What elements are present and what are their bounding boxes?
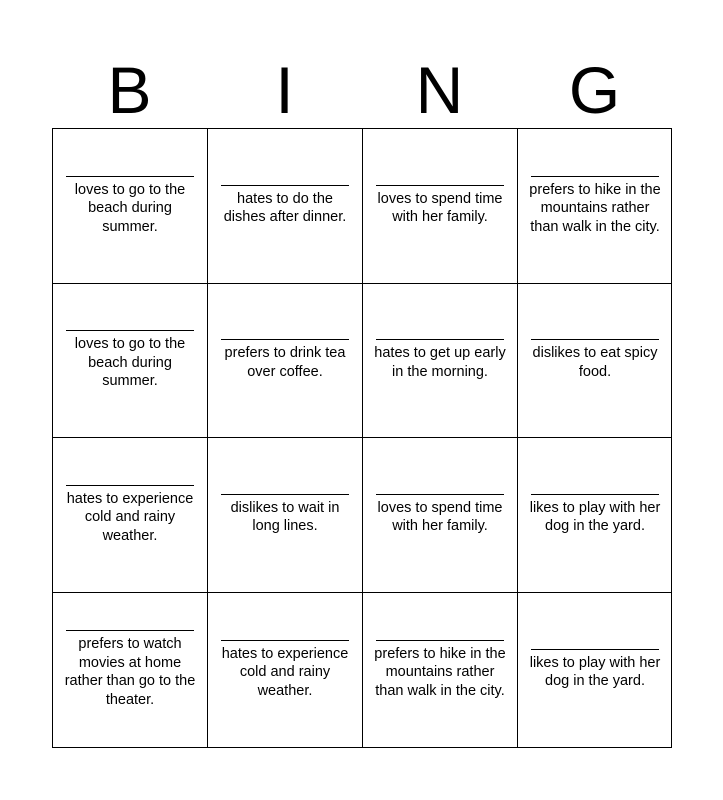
cell-text: prefers to hike in the mountains rather than walk in the city. — [374, 645, 506, 699]
name-blank-line — [531, 176, 659, 177]
bingo-grid — [52, 128, 672, 748]
name-blank-line — [221, 339, 349, 340]
cell-text: prefers to watch movies at home rather than go to the theater. — [64, 636, 196, 708]
cell-content — [216, 640, 354, 701]
cell-content — [526, 339, 664, 381]
cell-text: loves to spend time with her family. — [377, 190, 503, 226]
bingo-cell[interactable] — [208, 438, 363, 593]
cell-content — [61, 176, 199, 237]
name-blank-line — [376, 494, 504, 495]
name-blank-line — [376, 640, 504, 641]
name-blank-line — [376, 339, 504, 340]
name-blank-line — [66, 485, 194, 486]
cell-text: hates to do the dishes after dinner. — [223, 190, 347, 226]
bingo-cell[interactable] — [53, 129, 208, 284]
cell-text: hates to get up early in the morning. — [374, 345, 506, 380]
cell-content — [216, 339, 354, 381]
cell-content — [371, 640, 509, 701]
name-blank-line — [221, 185, 349, 186]
bingo-cell[interactable] — [363, 593, 518, 748]
cell-content — [371, 185, 509, 227]
bingo-cell[interactable] — [53, 593, 208, 748]
cell-text: dislikes to eat spicy food. — [532, 345, 658, 380]
cell-text: loves to go to the beach during summer. — [74, 336, 186, 389]
bingo-cell[interactable] — [363, 438, 518, 593]
cell-content — [61, 485, 199, 546]
name-blank-line — [531, 649, 659, 650]
cell-text: prefers to drink tea over coffee. — [224, 345, 346, 380]
cell-content — [526, 649, 664, 691]
header-letter-b: B — [107, 53, 152, 127]
bingo-cell[interactable] — [518, 284, 672, 439]
header-letter-i: I — [275, 53, 294, 127]
bingo-cell[interactable] — [208, 129, 363, 284]
name-blank-line — [221, 640, 349, 641]
cell-text: likes to play with her dog in the yard. — [529, 654, 661, 690]
cell-text: dislikes to wait in long lines. — [230, 499, 340, 535]
cell-text: hates to experience cold and rainy weather. — [221, 645, 349, 699]
cell-text: prefers to hike in the mountains rather than walk in the city. — [529, 181, 661, 235]
bingo-cell[interactable] — [363, 129, 518, 284]
header-letter-n: N — [415, 53, 464, 127]
bingo-cell[interactable] — [208, 284, 363, 439]
bingo-cell[interactable] — [53, 438, 208, 593]
cell-content — [216, 185, 354, 227]
bingo-cell[interactable] — [518, 438, 672, 593]
name-blank-line — [66, 176, 194, 177]
name-blank-line — [221, 494, 349, 495]
cell-content — [216, 494, 354, 536]
bingo-cell[interactable] — [53, 284, 208, 439]
cell-content — [61, 630, 199, 709]
name-blank-line — [531, 494, 659, 495]
name-blank-line — [531, 339, 659, 340]
bingo-cell[interactable] — [518, 129, 672, 284]
cell-content — [61, 330, 199, 391]
cell-text: hates to experience cold and rainy weather. — [66, 490, 194, 544]
cell-content — [371, 339, 509, 381]
name-blank-line — [66, 330, 194, 331]
cell-content — [526, 494, 664, 536]
name-blank-line — [376, 185, 504, 186]
cell-text: loves to go to the beach during summer. — [74, 181, 186, 235]
bingo-cell[interactable] — [518, 593, 672, 748]
bingo-cell[interactable] — [208, 593, 363, 748]
bingo-header — [52, 54, 672, 126]
bingo-cell[interactable] — [363, 284, 518, 439]
cell-text: loves to spend time with her family. — [377, 499, 503, 535]
cell-text: likes to play with her dog in the yard. — [529, 499, 661, 535]
cell-content — [371, 494, 509, 536]
cell-content — [526, 176, 664, 237]
name-blank-line — [66, 630, 194, 631]
header-letter-g: G — [568, 53, 621, 127]
